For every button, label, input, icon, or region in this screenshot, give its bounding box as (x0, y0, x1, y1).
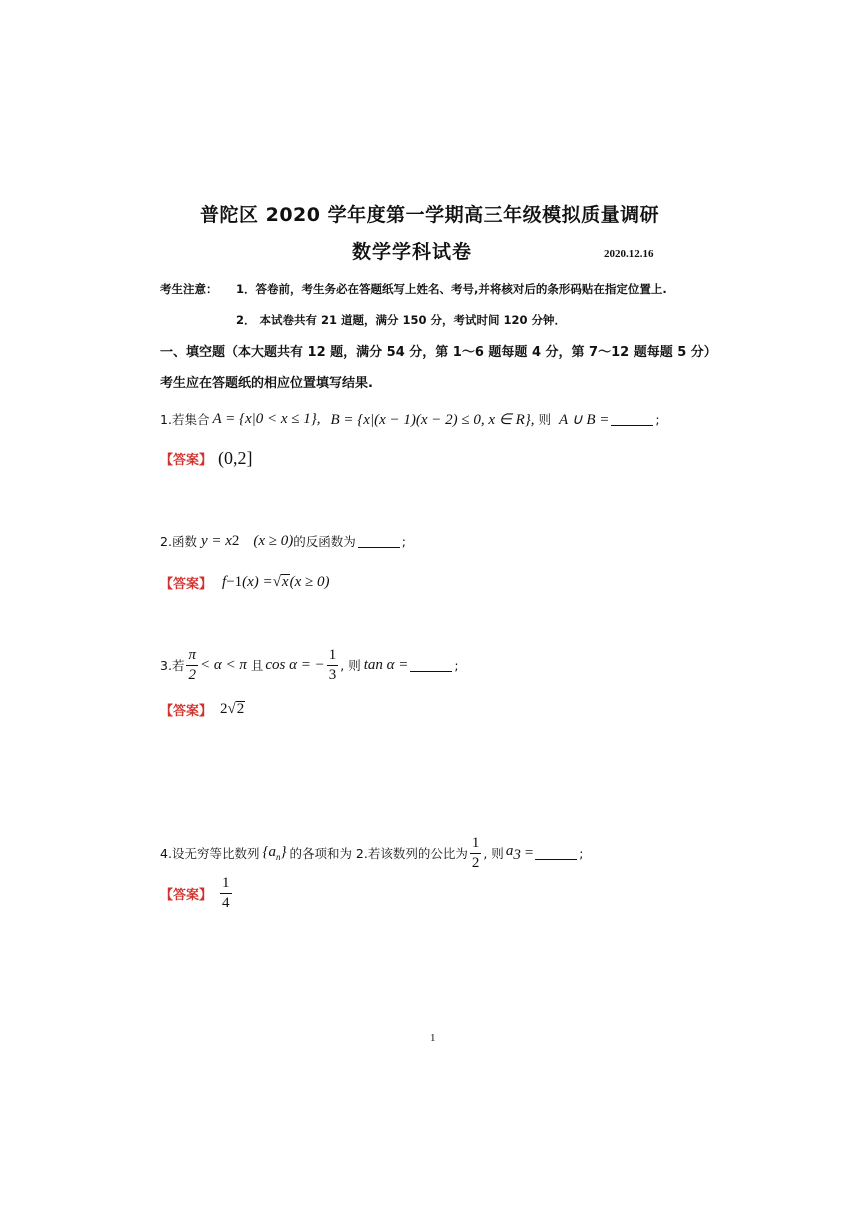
notice-item-1: 1．答卷前，考生务必在答题纸写上姓名、考号,并将核对后的条形码贴在指定位置上. (236, 282, 667, 296)
question-lead: 若 (171, 658, 185, 673)
inequality: < α < π (199, 656, 247, 673)
answer-2 (160, 568, 329, 596)
answer-3 (160, 696, 245, 722)
sqrt-sign: √ (272, 573, 281, 590)
question-number: 2. (160, 533, 172, 549)
answer-tag: 【答案】 (160, 452, 213, 468)
answer-tag: 【答案】 (160, 887, 213, 903)
fraction-denominator: 2 (471, 854, 480, 871)
tan-expr: tan α = (363, 656, 409, 673)
exam-title: 普陀区 2020 学年度第一学期高三年级模拟质量调研 (200, 204, 660, 226)
inverse-condition: (x ≥ 0) (289, 573, 330, 590)
fraction-denominator: 3 (328, 666, 337, 683)
fraction-one-third (327, 648, 339, 683)
union-expr: A ∪ B = (559, 411, 610, 428)
exam-subtitle: 数学学科试卷 (352, 241, 473, 263)
equals: = (524, 844, 534, 861)
answer-tag: 【答案】 (160, 576, 213, 592)
question-lead: 函数 (171, 534, 197, 549)
answer-1 (160, 446, 253, 470)
notice-item-2: 2． 本试卷共有 21 道题，满分 150 分，考试时间 120 分钟． (236, 313, 567, 327)
end-mark: ; (655, 411, 660, 427)
sqrt-radicand: x (281, 573, 289, 590)
fraction-denominator: 2 (188, 666, 196, 683)
exam-date: 2020.12.16 (604, 248, 654, 260)
answer-fraction (220, 876, 232, 911)
inverse-exponent: −1 (226, 573, 243, 590)
answer-tag: 【答案】 (160, 703, 213, 719)
function-expr: y = x (200, 532, 232, 549)
notice-label: 考生注意： (160, 282, 218, 296)
question-number: 1. (160, 411, 172, 427)
set-a: A = {x|0 < x ≤ 1}, (212, 410, 321, 427)
exponent: 2 (231, 532, 240, 549)
then-word: , 则 (483, 846, 504, 861)
domain-condition: (x ≥ 0) (253, 532, 294, 549)
answer-4 (160, 872, 234, 914)
cos-expr: cos α = − (265, 656, 325, 673)
question-1 (160, 408, 660, 430)
fraction-numerator: π (186, 648, 198, 666)
fraction-numerator: 1 (327, 648, 339, 666)
question-3 (160, 644, 459, 686)
fraction-pi-over-2 (186, 648, 198, 683)
sqrt-radicand: 2 (236, 700, 245, 717)
fraction-numerator: 1 (220, 876, 232, 894)
answer-blank (358, 535, 400, 548)
end-mark: ; (401, 533, 407, 549)
sequence: $\{a_n\}$ (262, 844, 287, 862)
page-number: 1 (430, 1032, 436, 1044)
question-middle: 的各项和为 2.若该数列的公比为 (289, 846, 468, 861)
then-word: 则 (538, 412, 552, 427)
then-word: , 则 (340, 658, 361, 673)
answer-blank (611, 413, 653, 426)
answer-value: (0,2] (218, 447, 253, 468)
fraction-one-half (470, 836, 482, 871)
question-2 (160, 528, 406, 554)
inverse-f: f (222, 573, 227, 590)
question-number: 3. (160, 657, 172, 673)
question-lead: 若集合 (171, 412, 210, 427)
answer-coefficient: 2 (220, 700, 228, 717)
question-lead: 设无穷等比数列 (171, 846, 260, 861)
end-mark: ; (454, 657, 459, 673)
sqrt-sign: √ (227, 700, 236, 717)
section-instruction: 考生应在答题纸的相应位置填写结果. (160, 376, 373, 391)
answer-blank (410, 659, 452, 672)
section-heading: 一、填空题（本大题共有 12 题，满分 54 分，第 1～6 题每题 4 分，第 7～12 题每题 5 分） (160, 345, 717, 360)
end-mark: ; (579, 845, 584, 861)
inverse-mid: (x) = (242, 573, 273, 590)
set-b: B = {x|(x − 1)(x − 2) ≤ 0, x ∈ R}, (330, 411, 535, 428)
fraction-numerator: 1 (470, 836, 482, 854)
question-4 (160, 832, 584, 874)
question-tail: 的反函数为 (293, 534, 356, 549)
and-word: 且 (250, 658, 264, 673)
answer-blank (535, 847, 577, 860)
term-a3: $a_3$ (505, 842, 521, 863)
question-number: 4. (160, 845, 172, 861)
fraction-denominator: 4 (222, 894, 230, 911)
